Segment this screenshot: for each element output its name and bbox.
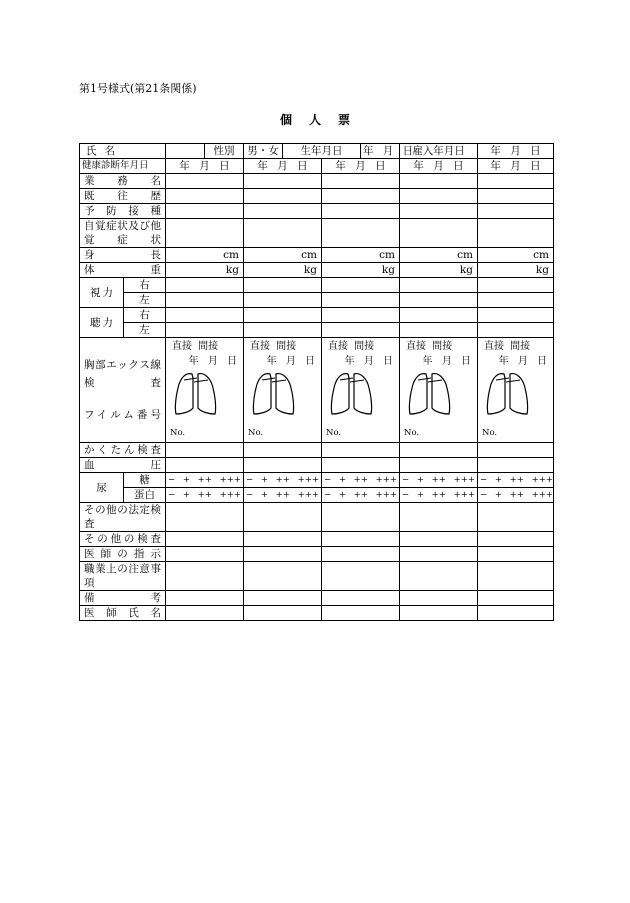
xray-cell[interactable] [322,338,400,443]
xray-method-option[interactable]: 直接 間接 [250,341,297,352]
entry-cell[interactable] [244,591,322,606]
entry-cell[interactable] [322,293,400,308]
xray-method-option[interactable]: 直接 間接 [328,341,375,352]
exam-date-cell[interactable]: 年 月 日 [244,159,322,174]
hearing-left-label: 左 [124,323,166,338]
entry-cell[interactable] [322,458,400,473]
hire-date-field[interactable]: 年 月 日 [478,144,554,159]
xray-date[interactable]: 年 月 日 [498,356,547,367]
history-label: 既往歴 [80,189,166,204]
film-number-field[interactable]: No. [404,428,420,438]
work-notes-row [80,562,554,591]
xray-date[interactable]: 年 月 日 [266,356,315,367]
doctor-name-label: 医師氏名 [80,606,166,621]
other-tests-row [80,532,554,547]
sputum-label: かくたん検査 [80,443,166,458]
remarks-row [80,591,554,606]
entry-cell[interactable] [478,591,554,606]
urine-protein-scale[interactable]: − + ++ +++ [244,488,322,503]
birth-date-field[interactable]: 年 月 日 [361,144,400,159]
film-number-field[interactable]: No. [326,428,342,438]
doctor-instruction-label: 医師の指示 [80,547,166,562]
urine-sugar-scale[interactable]: − + ++ +++ [478,473,554,488]
vaccination-label: 予防接種 [80,204,166,219]
urine-sugar-scale[interactable]: − + ++ +++ [322,473,400,488]
entry-cell[interactable] [322,204,400,219]
entry-cell[interactable] [166,278,244,293]
entry-cell[interactable] [400,204,478,219]
duty-row [80,174,554,189]
vision-right-label: 右 [124,278,166,293]
xray-date[interactable]: 年 月 日 [422,356,471,367]
urine-sugar-label: 糖 [124,473,166,488]
entry-cell[interactable] [244,204,322,219]
entry-cell[interactable] [166,503,244,532]
exam-date-cell[interactable]: 年 月 日 [166,159,244,174]
entry-cell[interactable] [478,293,554,308]
entry-cell[interactable] [478,189,554,204]
film-number-field[interactable]: No. [482,428,498,438]
urine-protein-scale[interactable]: − + ++ +++ [166,488,244,503]
entry-cell[interactable] [322,219,400,248]
entry-cell[interactable] [478,532,554,547]
entry-cell[interactable] [400,591,478,606]
entry-cell[interactable] [478,174,554,189]
film-number-label: フイルム番号 [84,409,161,421]
entry-cell[interactable] [400,189,478,204]
chest-xray-title: 胸部エックス線検査 [84,359,161,389]
xray-method-option[interactable]: 直接 間接 [172,341,219,352]
entry-cell[interactable] [244,606,322,621]
xray-cell[interactable] [400,338,478,443]
entry-cell[interactable] [478,458,554,473]
vaccination-row [80,204,554,219]
weight-cell[interactable]: kg [400,263,478,278]
entry-cell[interactable] [400,293,478,308]
entry-cell[interactable] [400,532,478,547]
entry-cell[interactable] [400,443,478,458]
entry-cell[interactable] [244,503,322,532]
hearing-right-label: 右 [124,308,166,323]
entry-cell[interactable] [322,443,400,458]
blood-pressure-row [80,458,554,473]
vision-left-row [80,293,554,308]
xray-date[interactable]: 年 月 日 [188,356,237,367]
entry-cell[interactable] [322,547,400,562]
urine-protein-row [80,488,554,503]
urine-sugar-scale[interactable]: − + ++ +++ [244,473,322,488]
hearing-right-row [80,308,554,323]
entry-cell[interactable] [166,293,244,308]
other-tests-label: その他の検査 [80,532,166,547]
lungs-diagram-icon [248,368,298,418]
entry-cell[interactable] [166,562,244,591]
hearing-left-row [80,323,554,338]
exam-date-label: 健康診断年月日 [80,159,166,174]
urine-protein-scale[interactable]: − + ++ +++ [322,488,400,503]
entry-cell[interactable] [400,219,478,248]
entry-cell[interactable] [166,323,244,338]
height-cell[interactable]: cm [400,248,478,263]
entry-cell[interactable] [322,562,400,591]
urine-label: 尿 [80,473,124,503]
entry-cell[interactable] [322,189,400,204]
xray-date[interactable]: 年 月 日 [344,356,393,367]
entry-cell[interactable] [478,308,554,323]
vision-right-row [80,278,554,293]
entry-cell[interactable] [478,443,554,458]
lungs-diagram-icon [482,368,532,418]
entry-cell[interactable] [322,606,400,621]
height-row [80,248,554,263]
entry-cell[interactable] [244,547,322,562]
height-cell[interactable]: cm [166,248,244,263]
height-cell[interactable]: cm [478,248,554,263]
entry-cell[interactable] [166,219,244,248]
entry-cell[interactable] [400,606,478,621]
entry-cell[interactable] [244,458,322,473]
sputum-row [80,443,554,458]
entry-cell[interactable] [478,219,554,248]
lungs-diagram-icon [170,368,220,418]
other-legal-row [80,503,554,532]
sex-label: 性別 [205,144,244,159]
entry-cell[interactable] [166,174,244,189]
height-cell[interactable]: cm [244,248,322,263]
xray-cell[interactable] [478,338,554,443]
entry-cell[interactable] [478,278,554,293]
entry-cell[interactable] [244,278,322,293]
entry-cell[interactable] [322,503,400,532]
entry-cell[interactable] [244,323,322,338]
symptoms-label: 自覚症状及び他覚症状 [80,219,166,248]
urine-sugar-row [80,473,554,488]
entry-cell[interactable] [166,591,244,606]
entry-cell[interactable] [244,189,322,204]
remarks-label: 備考 [80,591,166,606]
exam-date-cell[interactable]: 年 月 日 [322,159,400,174]
form-code: 第1号様式(第21条関係) [79,82,197,95]
other-legal-label: その他の法定検査 [80,503,166,532]
chest-xray-row [80,338,554,443]
entry-cell[interactable] [166,443,244,458]
film-number-field[interactable]: No. [170,428,186,438]
exam-date-row [80,159,554,174]
exam-date-cell[interactable]: 年 月 日 [400,159,478,174]
lungs-diagram-icon [326,368,376,418]
weight-row [80,263,554,278]
entry-cell[interactable] [166,532,244,547]
doctor-instruction-row [80,547,554,562]
entry-cell[interactable] [244,532,322,547]
urine-protein-scale[interactable]: − + ++ +++ [400,488,478,503]
entry-cell[interactable] [244,174,322,189]
weight-cell[interactable]: kg [244,263,322,278]
xray-method-option[interactable]: 直接 間接 [406,341,453,352]
duty-label: 業務名 [80,174,166,189]
entry-cell[interactable] [322,278,400,293]
entry-cell[interactable] [244,219,322,248]
history-row [80,189,554,204]
xray-cell[interactable] [166,338,244,443]
name-row [80,144,554,159]
entry-cell[interactable] [478,547,554,562]
xray-method-option[interactable]: 直接 間接 [484,341,531,352]
personal-record-table [79,143,554,621]
entry-cell[interactable] [166,606,244,621]
entry-cell[interactable] [400,174,478,189]
name-label: 氏名 [80,144,166,159]
entry-cell[interactable] [400,547,478,562]
entry-cell[interactable] [400,308,478,323]
urine-sugar-scale[interactable]: − + ++ +++ [400,473,478,488]
entry-cell[interactable] [166,458,244,473]
entry-cell[interactable] [478,606,554,621]
film-number-field[interactable]: No. [248,428,264,438]
entry-cell[interactable] [244,562,322,591]
urine-sugar-scale[interactable]: − + ++ +++ [166,473,244,488]
document-title: 個人票 [279,113,367,127]
name-field[interactable] [166,144,205,159]
entry-cell[interactable] [166,547,244,562]
entry-cell[interactable] [244,443,322,458]
height-cell[interactable]: cm [322,248,400,263]
blood-pressure-label: 血圧 [80,458,166,473]
vision-label: 視力 [80,278,124,308]
entry-cell[interactable] [478,323,554,338]
entry-cell[interactable] [322,174,400,189]
exam-date-cell[interactable]: 年 月 日 [478,159,554,174]
weight-label: 体重 [80,263,166,278]
xray-cell[interactable] [244,338,322,443]
hire-date-label: 雇入年月日 [400,144,478,159]
hearing-label: 聴力 [80,308,124,338]
entry-cell[interactable] [322,532,400,547]
height-label: 身長 [80,248,166,263]
entry-cell[interactable] [400,323,478,338]
chest-xray-label [80,338,166,443]
entry-cell[interactable] [478,562,554,591]
entry-cell[interactable] [322,323,400,338]
entry-cell[interactable] [400,458,478,473]
entry-cell[interactable] [400,562,478,591]
entry-cell[interactable] [478,204,554,219]
weight-cell[interactable]: kg [322,263,400,278]
lungs-diagram-icon [404,368,454,418]
birth-date-label: 生年月日 [283,144,361,159]
doctor-name-row [80,606,554,621]
vision-left-label: 左 [124,293,166,308]
entry-cell[interactable] [166,204,244,219]
entry-cell[interactable] [322,308,400,323]
entry-cell[interactable] [400,503,478,532]
entry-cell[interactable] [166,308,244,323]
entry-cell[interactable] [244,293,322,308]
entry-cell[interactable] [478,503,554,532]
entry-cell[interactable] [322,591,400,606]
entry-cell[interactable] [244,308,322,323]
entry-cell[interactable] [400,278,478,293]
urine-protein-label: 蛋白 [124,488,166,503]
work-notes-label: 職業上の注意事項 [80,562,166,591]
weight-cell[interactable]: kg [166,263,244,278]
weight-cell[interactable]: kg [478,263,554,278]
entry-cell[interactable] [166,189,244,204]
sex-field[interactable]: 男・女 [244,144,283,159]
urine-protein-scale[interactable]: − + ++ +++ [478,488,554,503]
symptoms-row [80,219,554,248]
